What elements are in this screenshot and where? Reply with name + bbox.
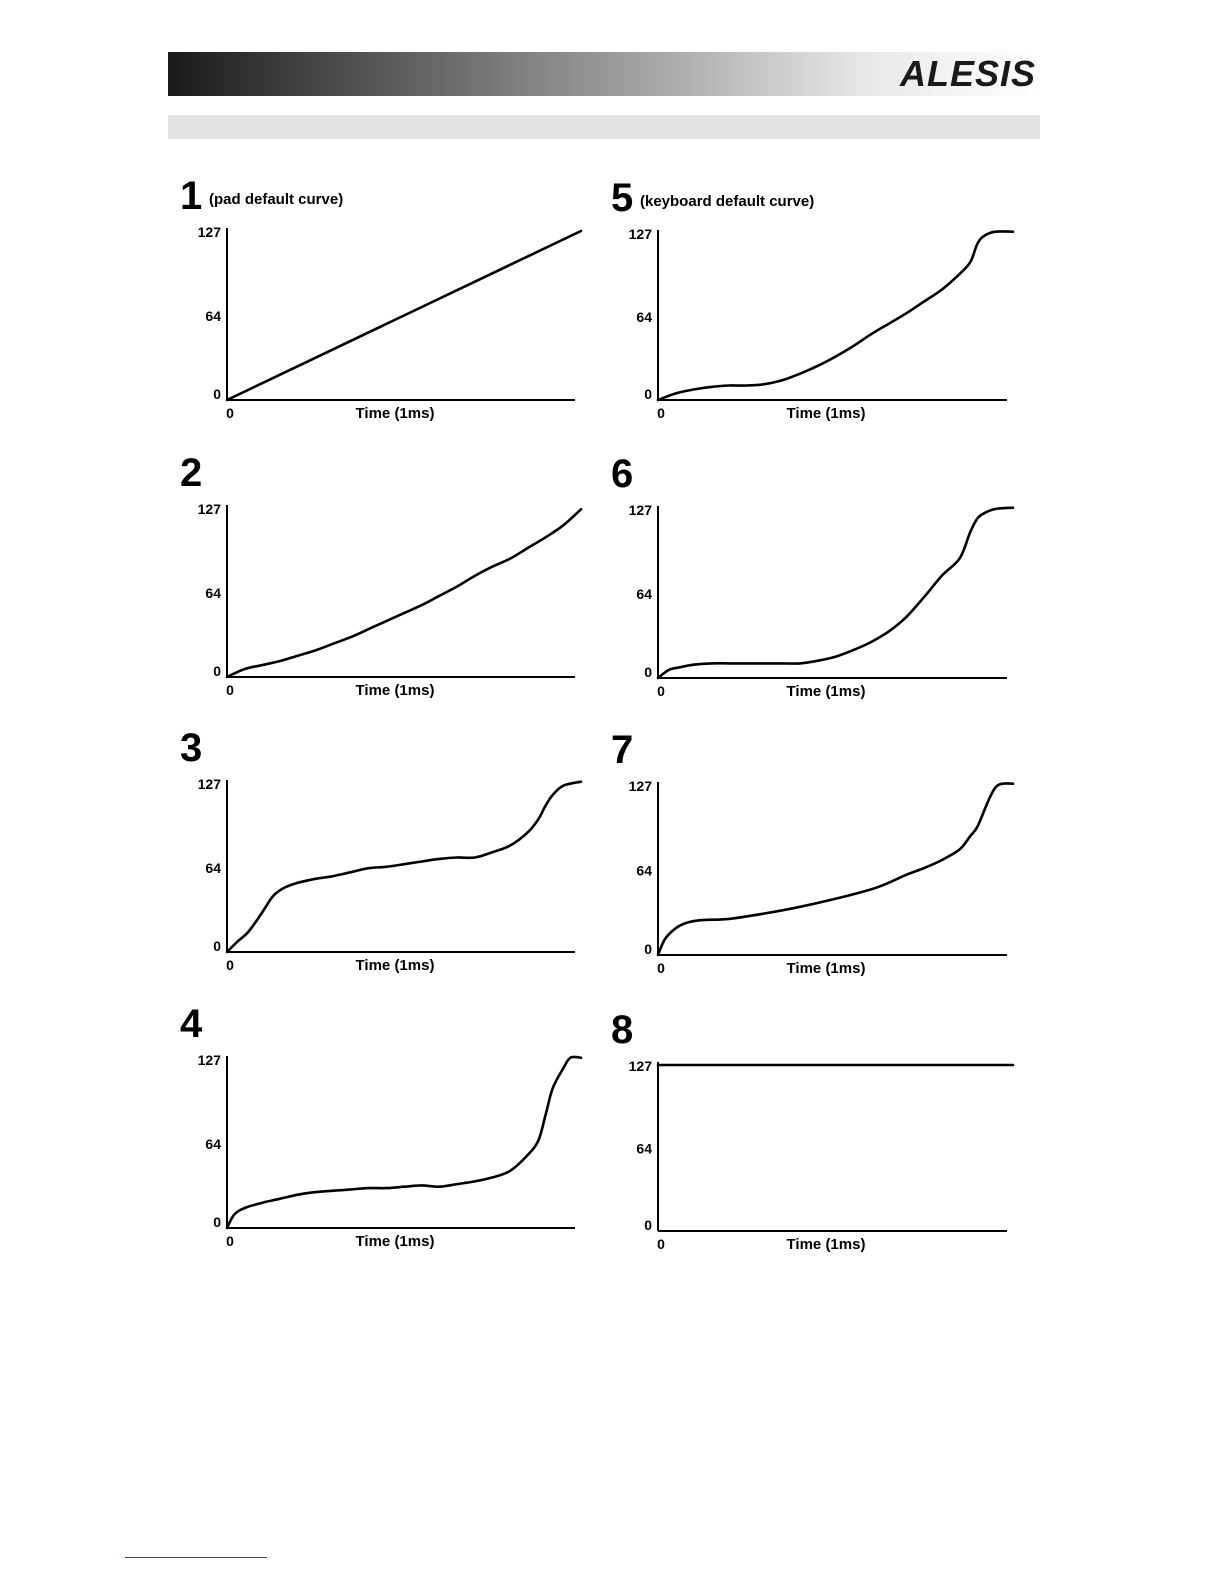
chart-number: 5 (611, 176, 634, 220)
curve-chart-3 (180, 726, 581, 974)
y-tick-label: 64 (636, 308, 652, 325)
chart-number: 8 (611, 1008, 634, 1052)
velocity-curve-line (227, 509, 581, 677)
chart-number: 1 (180, 174, 203, 218)
velocity-curve-line (227, 782, 581, 952)
y-tick-label: 64 (205, 1135, 221, 1152)
velocity-curve-line (227, 1057, 581, 1228)
curve-chart-5 (611, 176, 1013, 422)
y-tick-label: 64 (205, 859, 221, 876)
y-tick-label: 64 (636, 585, 652, 602)
chart-number: 4 (180, 1002, 203, 1046)
y-tick-label: 127 (628, 502, 652, 518)
chart-title: (pad default curve) (209, 191, 344, 208)
x-axis-label: Time (1ms) (355, 405, 435, 422)
chart-number: 7 (611, 728, 634, 772)
curve-chart-6 (611, 452, 1013, 700)
y-tick-label: 127 (628, 1058, 652, 1074)
y-tick-label: 127 (197, 1052, 221, 1068)
curve-chart-8 (611, 1008, 1013, 1253)
y-tick-label: 64 (636, 1140, 652, 1157)
y-tick-label: 127 (628, 226, 652, 242)
velocity-curve-line (658, 508, 1013, 678)
y-tick-label: 0 (213, 663, 221, 679)
x-axis-label: Time (1ms) (786, 960, 866, 977)
curve-chart-7 (611, 728, 1013, 977)
x-tick-label: 0 (657, 1236, 665, 1252)
x-tick-label: 0 (226, 682, 234, 698)
y-tick-label: 0 (644, 1217, 652, 1233)
y-tick-label: 127 (628, 778, 652, 794)
y-tick-label: 64 (205, 584, 221, 601)
x-axis-label: Time (1ms) (355, 957, 435, 974)
y-tick-label: 127 (197, 776, 221, 792)
velocity-curve-line (658, 231, 1013, 400)
x-tick-label: 0 (657, 683, 665, 699)
x-tick-label: 0 (657, 960, 665, 976)
y-tick-label: 0 (644, 386, 652, 402)
x-tick-label: 0 (226, 957, 234, 973)
x-tick-label: 0 (226, 405, 234, 421)
x-tick-label: 0 (226, 1233, 234, 1249)
y-tick-label: 0 (213, 386, 221, 402)
curve-chart-1 (180, 174, 581, 422)
y-tick-label: 0 (213, 1214, 221, 1230)
x-axis-label: Time (1ms) (355, 682, 435, 699)
velocity-curve-line (227, 231, 581, 400)
velocity-curve-line (658, 783, 1013, 955)
chart-number: 3 (180, 726, 203, 770)
x-tick-label: 0 (657, 405, 665, 421)
y-tick-label: 64 (636, 862, 652, 879)
curve-chart-2 (180, 451, 581, 699)
footer-rule (125, 1557, 267, 1558)
x-axis-label: Time (1ms) (786, 405, 866, 422)
y-tick-label: 0 (644, 664, 652, 680)
y-tick-label: 64 (205, 307, 221, 324)
y-tick-label: 127 (197, 224, 221, 240)
x-axis-label: Time (1ms) (786, 683, 866, 700)
y-tick-label: 0 (213, 938, 221, 954)
chart-number: 6 (611, 452, 634, 496)
curve-chart-4 (180, 1002, 581, 1250)
chart-number: 2 (180, 451, 203, 495)
y-tick-label: 0 (644, 941, 652, 957)
chart-title: (keyboard default curve) (640, 193, 815, 210)
brand-logo: ALESIS (899, 53, 1036, 94)
x-axis-label: Time (1ms) (355, 1233, 435, 1250)
y-tick-label: 127 (197, 501, 221, 517)
x-axis-label: Time (1ms) (786, 1236, 866, 1253)
